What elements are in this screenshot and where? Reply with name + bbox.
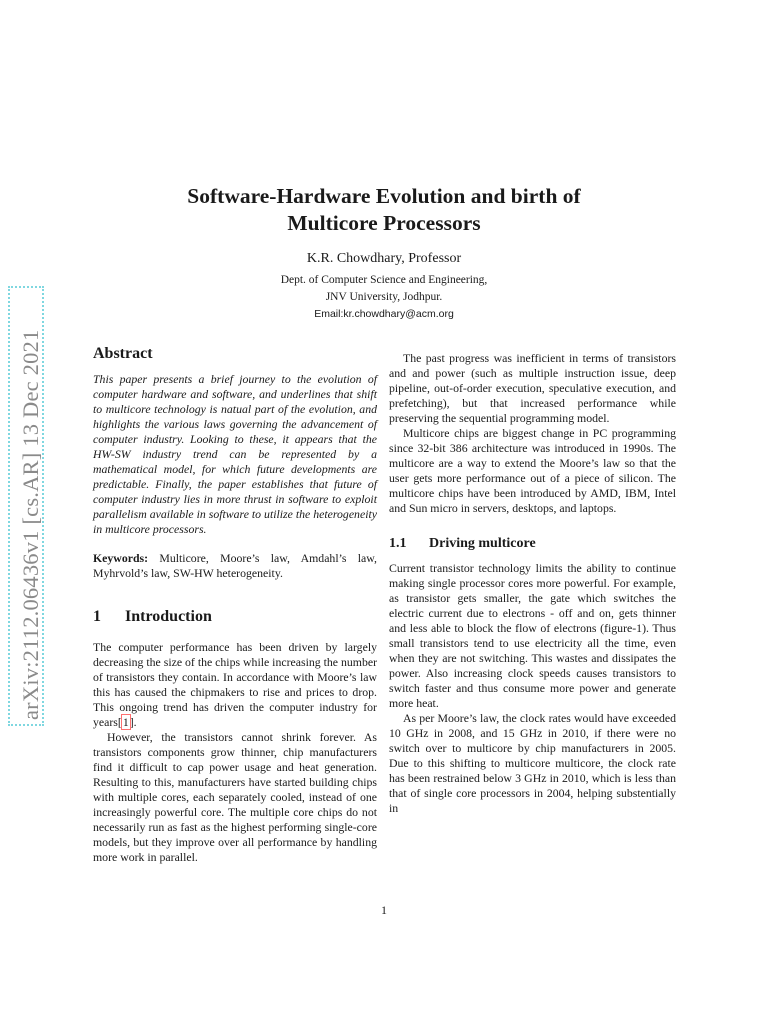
subsection-number: 1.1 <box>389 536 407 551</box>
arxiv-identifier: arXiv:2112.06436v1 [cs.AR] 13 Dec 2021 <box>18 329 43 720</box>
page-number: 1 <box>381 903 387 917</box>
section-title: Introduction <box>125 608 212 625</box>
title-line-2: Multicore Processors <box>287 211 481 235</box>
intro-paragraph-2: However, the transistors cannot shrink forever. As transistors components grow thinner, chip manufacturers find it difficult to cap power usage and heat generation. Resulting to this, manufacturers have started building chips with multiple cores, each separately cooled, instead of one increasingly powerful core. The multiple core chips do not necessarily run as fast as the highest performing single-core models, but they improve over all performance by handling more work in parallel. <box>93 730 377 864</box>
author-name: K.R. Chowdhary, Professor <box>306 251 462 266</box>
author-email: Email:kr.chowdhary@acm.org <box>314 308 454 320</box>
keywords-label: Keywords: <box>93 551 149 565</box>
paper-title <box>0 183 768 237</box>
introduction-heading <box>93 609 377 624</box>
intro-paragraph-1-text: The computer performance has been driven by largely decreasing the size of the chips while increasing the number of transistors they contain. In accordance with Moore’s law this has caused the chipmakers to rise and prices to drop. This ongoing trend has driven the computer industry for years[ <box>93 640 378 729</box>
right-column <box>389 351 676 816</box>
intro-paragraph-1 <box>93 640 377 730</box>
citation-link[interactable]: 1 <box>122 715 129 729</box>
intro-paragraph-4: Multicore chips are biggest change in PC programming since 32-bit 386 architecture was introduced in 1990s. The multicore are a way to extend the Moore’s law so that the user gets more performance out of a piece of silicon. The multicore chips have been introduced by AMD, IBM, Intel and Sun micro in servers, desktops, and laptops. <box>389 426 676 515</box>
affiliation-line-1: Dept. of Computer Science and Engineering, <box>280 274 488 286</box>
subsection-title: Driving multicore <box>429 536 536 551</box>
title-line-1: Software-Hardware Evolution and birth of <box>187 184 581 208</box>
intro-paragraph-3: The past progress was inefficient in terms of transistors and and power (such as multiple instruction issue, deep pipeline, out-of-order execution, speculative execution, and prefetching), but that increased performance while preserving the sequential programming model. <box>389 351 676 425</box>
affiliation-line-2: JNV University, Jodhpur. <box>325 291 443 303</box>
subsection-paragraph-2: As per Moore’s law, the clock rates would have exceeded 10 GHz in 2008, and 15 GHz in 2010, if there were no switch over to multicore by chip manufacturers in 2005. Due to this shifting to multicore multicore, the clock rate has been restrained below 3 GHz in 2010, which is less than that of single core processors in 2004, helping substentially in <box>389 711 676 815</box>
keywords-text: Multicore, Moore’s law, Amdahl’s law, Myhrvold’s law, SW-HW heterogeneity. <box>93 551 377 580</box>
left-column <box>93 346 377 865</box>
intro-paragraph-1-end: ]. <box>129 715 137 729</box>
subsection-paragraph-1: Current transistor technology limits the ability to continue making single processor cores more powerful. For example, as transistor gets smaller, the gate which switches the electric current due to electrons - off and on, gets thinner and less able to block the flow of electrons (figure-1). Thus small transistors tend to use electricity all the time, even when they are not switching. This wastes and dissipates the power. Also increasing clock speeds causes transistors to switch faster and thus consume more power and generate more heat. <box>389 561 676 710</box>
abstract-heading: Abstract <box>93 345 153 362</box>
section-number: 1 <box>93 608 101 625</box>
subsection-heading <box>389 536 676 551</box>
keywords <box>93 551 377 581</box>
abstract-text: This paper presents a brief journey to the evolution of computer hardware and software, and underlines that shift to multicore technology is natual part of the evolution, and highlights the various laws governing the advancement of computer industry. Looking to these, it appears that the HW-SW industry trend can be represented by a mathematical model, for which future developments are predictable. Finally, the paper establishes that future of computer industry lies in more thrust in software to exploit parallelism available in software to utilize the heterogeneity in multicore processors. <box>93 372 377 536</box>
